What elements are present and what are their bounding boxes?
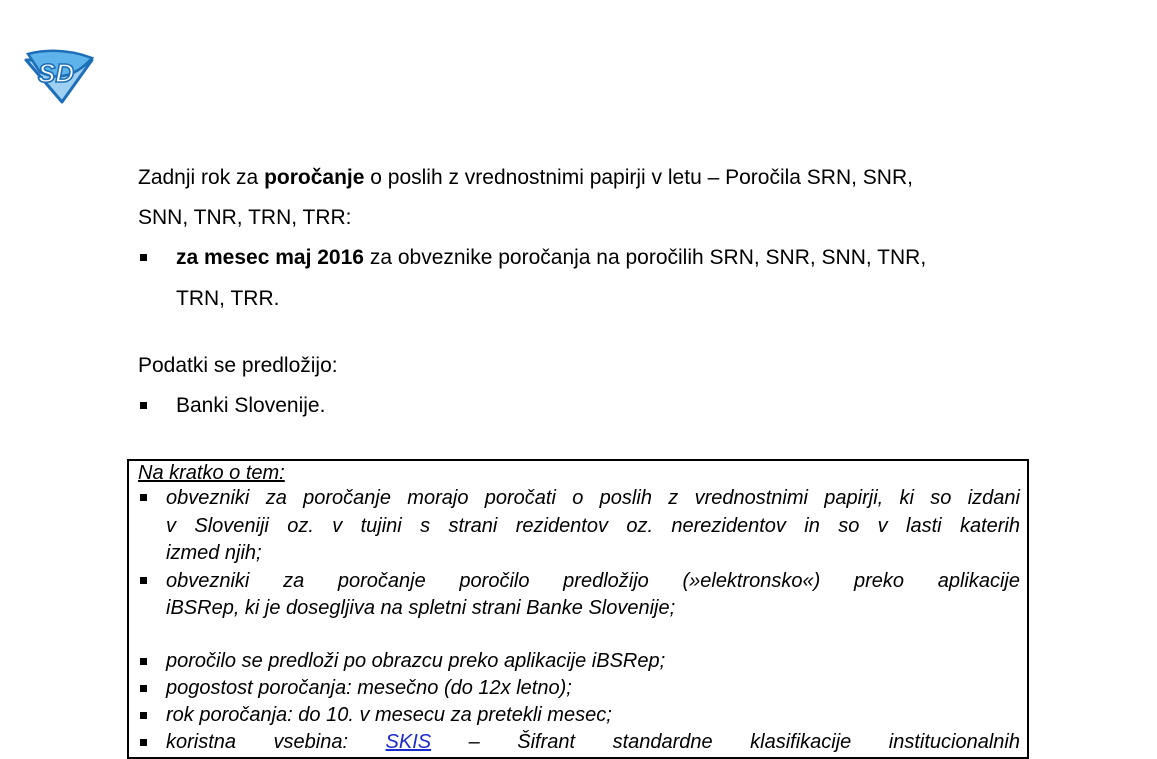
bullet-square-icon (140, 577, 147, 584)
summary-item-4: pogostost poročanja: mesečno (do 12x letno); (166, 677, 572, 699)
bullet-square-icon (140, 402, 147, 409)
skis-link[interactable]: SKIS (385, 731, 432, 753)
deadline-bullet: za mesec maj 2016 za obveznike poročanja na poročilih SRN, SNR, SNN, TNR, (176, 246, 927, 269)
submit-heading: Podatki se predložijo: (138, 354, 338, 377)
summary-title: Na kratko o tem: (138, 462, 285, 484)
intro-line-2: SNN, TNR, TRN, TRR: (138, 206, 352, 229)
bullet-square-icon (140, 254, 147, 261)
deadline-bullet-line-2: TRN, TRR. (176, 287, 280, 310)
summary-item-5: rok poročanja: do 10. v mesecu za pretekli mesec; (166, 704, 612, 726)
summary-item-2-line-2: iBSRep, ki je dosegljiva na spletni strani Banke Slovenije; (166, 597, 676, 619)
bullet-square-icon (140, 712, 147, 719)
summary-item-1-line-1: obvezniki za poročanje morajo poročati o poslih z vrednostnimi papirji, ki so izdani (166, 487, 1020, 509)
summary-item-2-line-1: obvezniki za poročanje poročilo predložijo (»elektronsko«) preko aplikacije (166, 570, 1020, 592)
summary-item-1-line-3: izmed njih; (166, 542, 262, 564)
sd-logo-icon (22, 48, 96, 104)
submit-item: Banki Slovenije. (176, 394, 326, 417)
summary-item-3: poročilo se predloži po obrazcu preko aplikacije iBSRep; (166, 650, 666, 672)
intro-line-1: Zadnji rok za poročanje o poslih z vrednostnimi papirji v letu – Poročila SRN, SNR, (138, 166, 913, 189)
bullet-square-icon (140, 658, 147, 665)
bullet-square-icon (140, 494, 147, 501)
bullet-square-icon (140, 685, 147, 692)
summary-item-6: koristna vsebina: SKIS – Šifrant standardne klasifikacije institucionalnih (166, 731, 1020, 753)
summary-item-1-line-2: v Sloveniji oz. v tujini s strani rezidentov oz. nerezidentov in so v lasti katerih (166, 515, 1020, 537)
svg-text:SD: SD (38, 58, 75, 88)
